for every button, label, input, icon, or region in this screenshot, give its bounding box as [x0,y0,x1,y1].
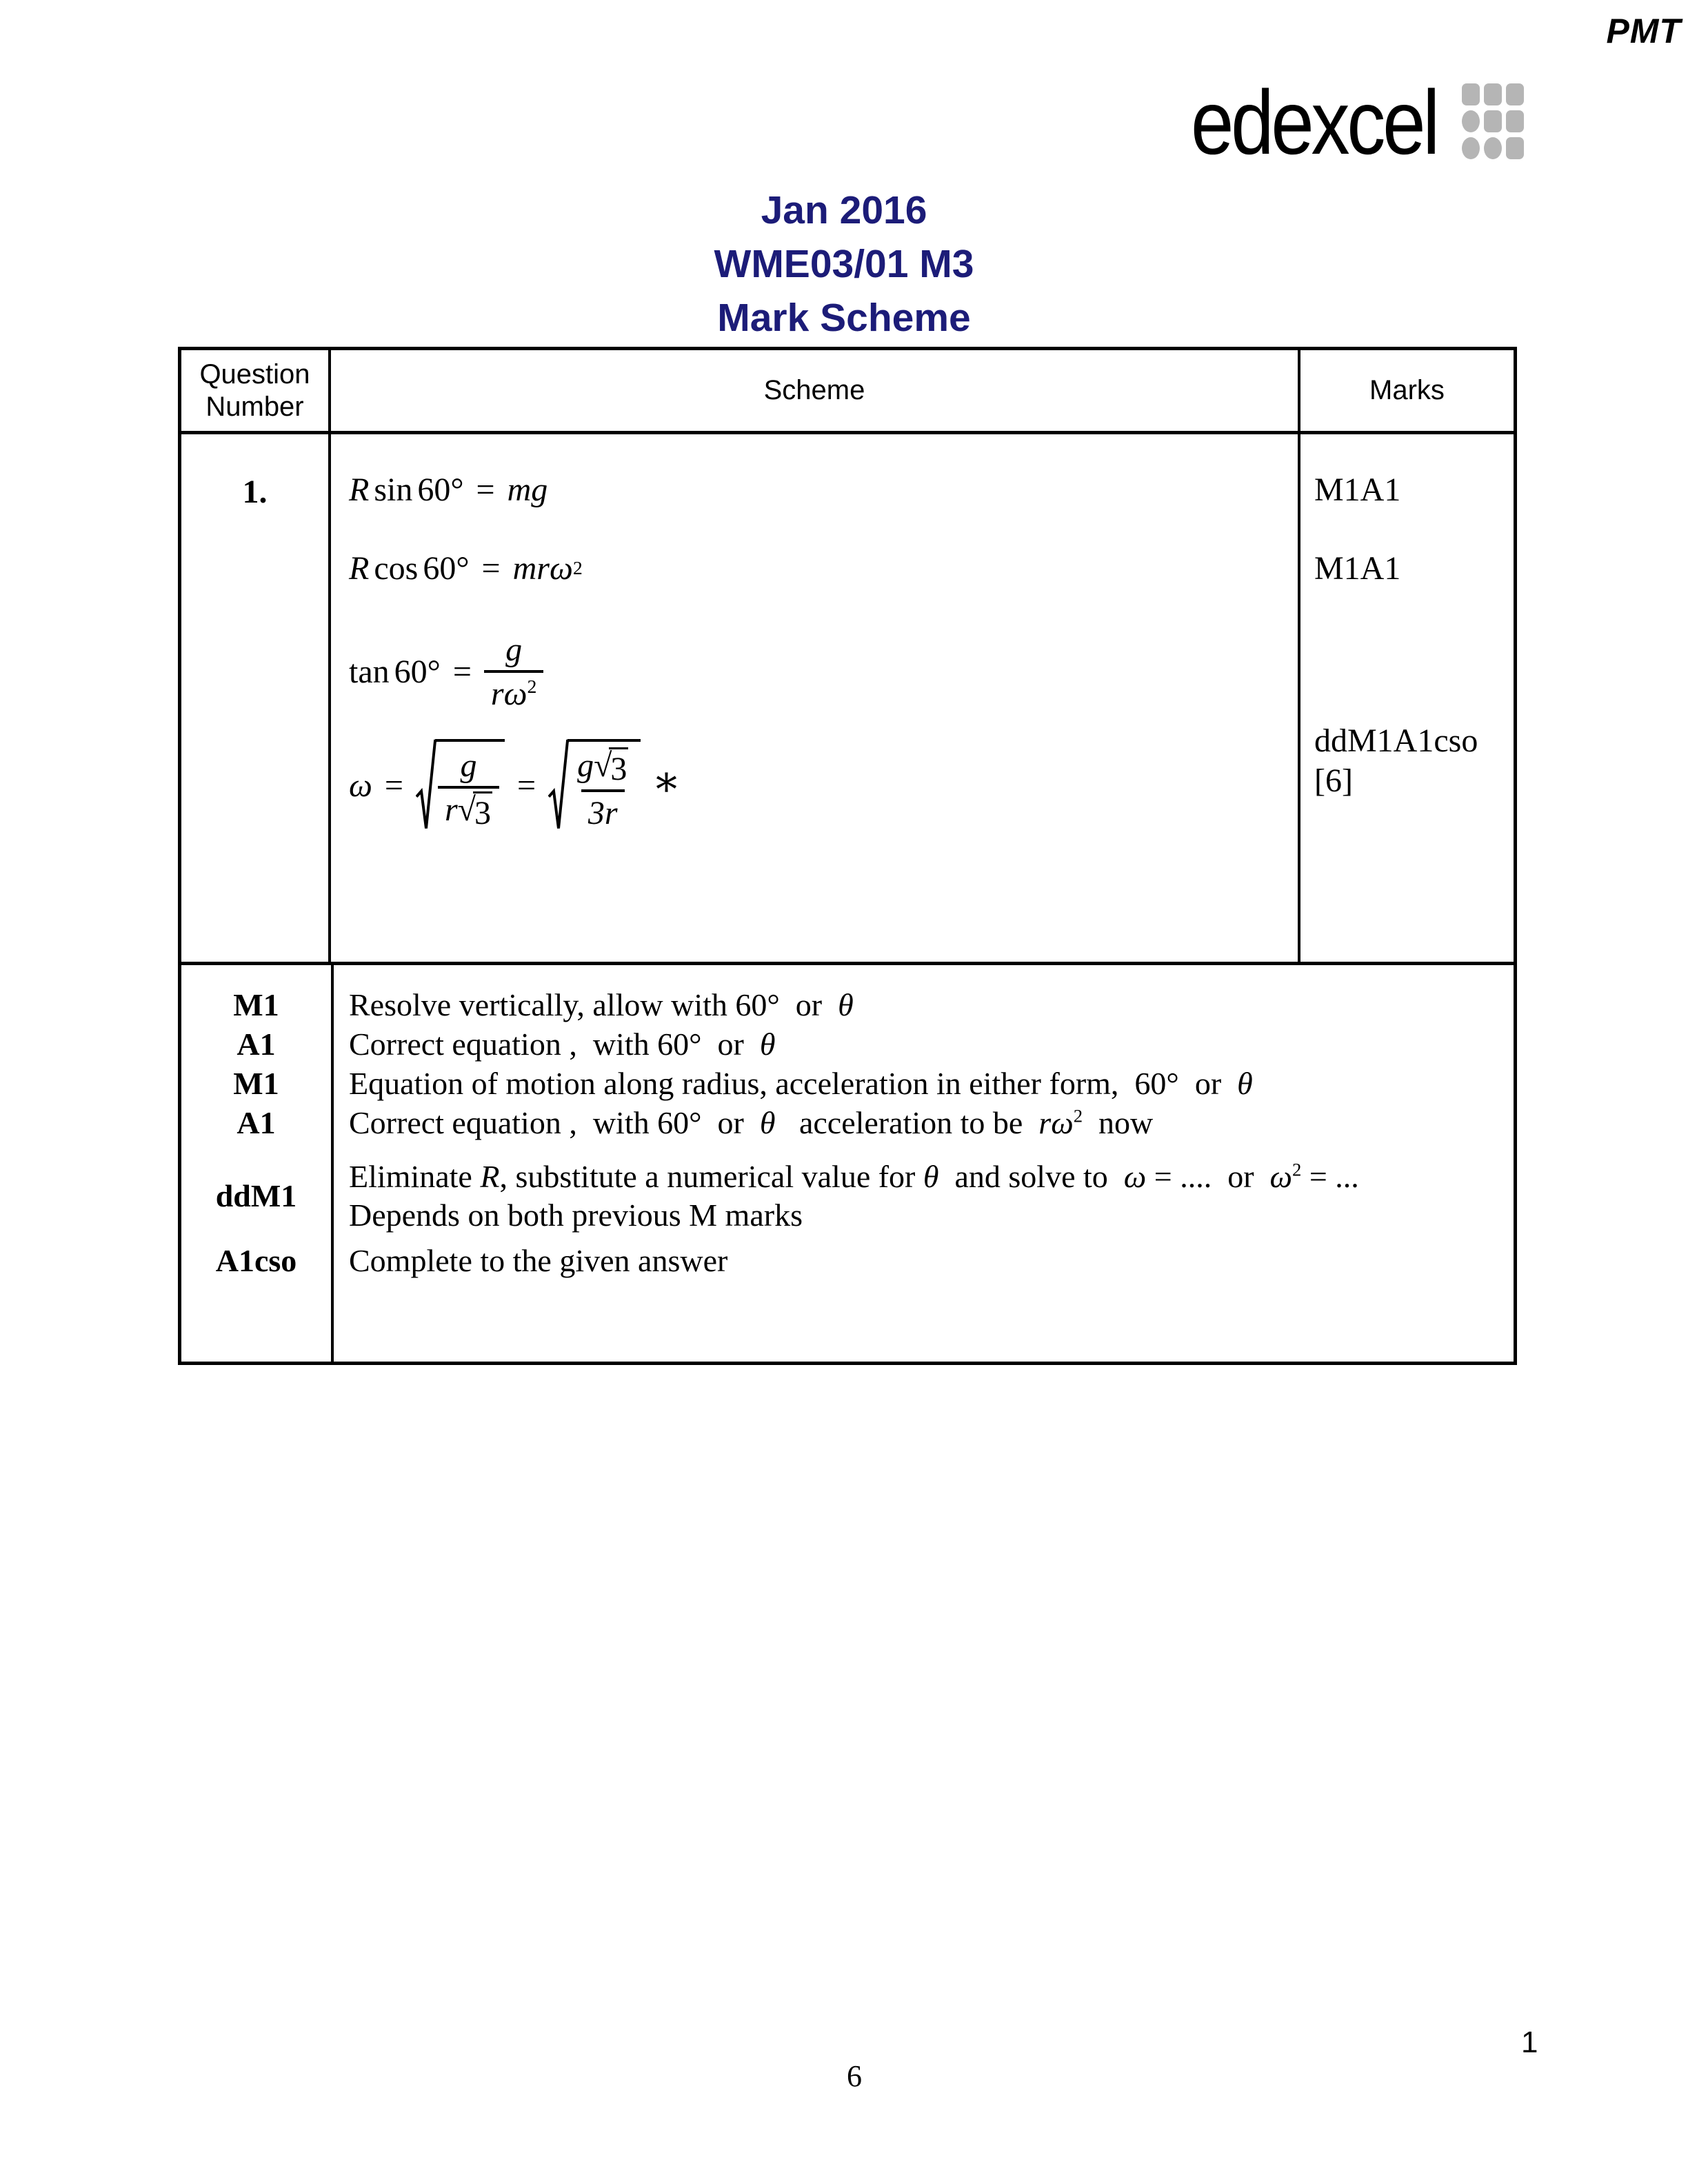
math-var: R [480,1159,500,1194]
given-answer-asterisk: ∗ [652,758,681,805]
math-omega: ω [1123,1159,1147,1194]
footer-page-number: 6 [847,2059,862,2093]
equals-sign: = [517,767,536,804]
question-number: 1. [242,474,268,510]
math-theta: θ [1237,1066,1253,1101]
fraction-numerator: g [505,631,523,668]
eq-tan-ratio [349,631,1298,713]
document-title [0,183,1688,345]
math-angle: 60° [394,654,441,690]
fraction-numerator: g √ 3 [577,747,627,787]
note-line: Eliminate R, substitute a numerical value for θ and solve to ω = .... or $\omega^2$ = ... [349,1159,1359,1194]
note-line: Correct equation , with 60° or θ [349,1027,776,1062]
title-type-line: Mark Scheme [717,296,971,340]
radicand [435,739,505,832]
mark-m1a1-second: M1A1 [1314,550,1401,587]
eq-radial-motion: R cos 60° = mr ω 2 [349,549,1298,589]
math-var: rω [1038,1105,1074,1140]
notes-label: A1 [237,1105,276,1140]
fraction [438,747,499,832]
footer-corner-number: 1 [1521,2025,1538,2059]
scheme-cell [331,434,1300,962]
equals-sign: = [384,767,403,804]
math-omega: ω [349,767,372,804]
eq-omega-result [349,739,1298,832]
note-line: Equation of motion along radius, acceleration in either form, 60° or θ [349,1066,1253,1101]
pmt-corner-label: PMT [1606,12,1681,50]
edexcel-dot [1506,83,1524,105]
table-question-row [181,434,1514,965]
notes-label: A1 [237,1027,276,1062]
edexcel-dot [1484,110,1502,132]
edexcel-dot [1462,83,1480,105]
square-root [416,739,505,832]
math-angle: 60° [423,550,470,587]
note-line: Resolve vertically, allow with 60° or θ [349,987,854,1022]
square-root [548,739,641,832]
inner-square-root: √ 3 [594,747,627,787]
notes-section [181,965,1514,1362]
edexcel-dot [1462,110,1480,132]
mark-scheme-table [178,347,1517,1365]
equals-sign: = [476,472,495,508]
fraction-denominator: $r\omega^2$ [484,670,544,713]
math-var: mg [507,472,548,508]
notes-label: ddM1 [215,1178,297,1213]
mark-m1a1-first: M1A1 [1314,472,1401,508]
eq-resolve-vertically [349,470,1298,510]
edexcel-dot [1506,137,1524,159]
edexcel-wordmark: edexcel [1191,72,1437,173]
math-angle: 60° [417,472,464,508]
radicand [567,739,641,832]
title-paper-line: WME03/01 M3 [714,242,974,286]
mark-total: [6] [1314,762,1353,799]
notes-label-column [181,965,334,1362]
inner-square-root: √ 3 [457,791,491,831]
radical-sign [548,739,569,832]
question-number-cell [181,434,331,962]
table-header-row [181,350,1514,434]
equals-sign: = [481,550,501,587]
edexcel-dot [1484,83,1502,105]
fraction-denominator: 3r [581,789,625,832]
header-scheme: Scheme [331,350,1300,431]
fraction [484,631,544,713]
note-line: Complete to the given answer [349,1243,728,1278]
math-fn: cos [374,550,419,587]
title-session-line: Jan 2016 [761,188,927,232]
note-line: Depends on both previous M marks [349,1197,803,1233]
math-theta: θ [759,1105,776,1140]
math-theta: θ [923,1159,939,1194]
edexcel-dot [1484,137,1502,159]
notes-label: A1cso [215,1243,297,1278]
math-var: R [349,550,370,587]
note-line: Correct equation , with 60° or θ acceleration to be $r\omega^2$ now [349,1105,1154,1140]
radical-sign [416,739,436,832]
math-omega: ω [1269,1159,1293,1194]
header-marks: Marks [1369,375,1445,405]
notes-label: M1 [233,1066,279,1101]
math-var: mr [512,550,550,587]
math-fn: sin [374,472,413,508]
header-question-number: Question Number [181,350,331,431]
notes-label: M1 [233,987,279,1022]
equals-sign: = [452,654,472,690]
fraction [570,747,635,832]
math-theta: θ [838,987,854,1022]
edexcel-dots-grid-icon [1462,83,1524,159]
math-omega: ω [549,550,573,587]
notes-text-column [334,965,1514,1362]
fraction-numerator: g [460,747,477,784]
math-var: R [349,472,370,508]
math-theta: θ [759,1027,776,1062]
edexcel-dot [1462,137,1480,159]
mark-ddm1a1cso: ddM1A1cso [1314,722,1478,759]
marks-cell [1300,434,1514,962]
fraction-denominator: r √ 3 [438,786,499,832]
edexcel-dot [1506,110,1524,132]
math-fn: tan [349,654,390,690]
